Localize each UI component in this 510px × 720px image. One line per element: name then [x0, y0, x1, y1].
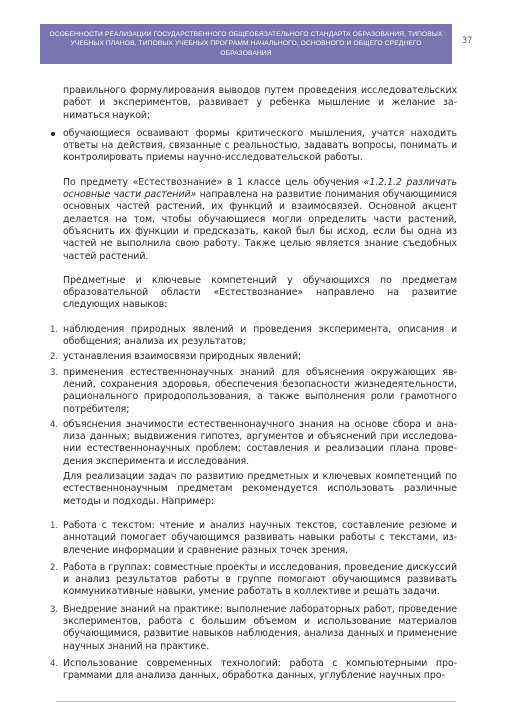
- list-item: [50, 323, 457, 349]
- list-item: [50, 366, 457, 416]
- methods-list: [50, 519, 457, 683]
- list-item-text: объяснения значимости естественнонаучного знания на основе сбора и анализа данных; выдвижения гипотез, аргументов и объяснений при исследовании естественнонаучных проблем; составления и реализации плана проведения эксперимента и исследования.: [63, 418, 457, 467]
- paragraph-goal-end: направлена на развитие понимания обучающимися основных частей растений, их функций и взаимосвязей. Основной акцент делается на том, чтобы обучающиеся могли определить части растений, объяснить их функции и предсказать, какой был бы исход, если бы одна из частей не выполнила свою работу. Также целью является знание съедобных частей растений.: [63, 189, 457, 262]
- list-number: 1.: [50, 324, 59, 335]
- list-item-text: Работа в группах: совместные проекты и исследования, проведение дискуссий и анализ результатов работы в группе помогают обучающимся развивать коммуникативные навыки, умение работать в коллективе и решать задачи.: [63, 561, 457, 598]
- intro-continuation: правильного формулирования выводов путем проведения исследовательских работ и экспериментов, развивает у ребенка мышление и желание заниматься наукой;: [63, 85, 457, 121]
- learning-objective-quote: «1.2.1.2 различать основные части растений»: [63, 176, 458, 201]
- list-item-text: Внедрение знаний на практике: выполнение лабораторных работ, проведение экспериментов, работа с большим объемом и использование материалов обучающимися, развитие навыков наблюдения, анализа данных и применение научных знаний на практике.: [63, 603, 457, 652]
- list-number: 4.: [50, 658, 59, 669]
- paragraph-competencies: Предметные и ключевые компетенций у обучающихся по предметам образовательной области «Естествознание» направлено на развитие следующих навыков:: [63, 274, 457, 311]
- footer-divider: [56, 701, 456, 702]
- skills-list: [50, 318, 457, 468]
- list-item: [50, 418, 457, 468]
- header-title: [40, 30, 452, 59]
- list-item: [50, 519, 457, 557]
- list-number: 3.: [50, 367, 59, 378]
- list-item: [50, 351, 457, 363]
- running-header: [40, 24, 452, 64]
- list-item-text: устанавления взаимосвязи природных явлений;: [63, 351, 302, 363]
- paragraph-methods-intro: Для реализации задач по развитию предметных и ключевых компетенций по естественнонаучным предметам рекомендуется использовать различные методы и подходы. Например:: [63, 471, 457, 507]
- list-number: 2.: [50, 562, 59, 573]
- paragraph-goal-start: По предмету «Естествознание» в 1 классе цель обучения: [63, 176, 364, 188]
- list-item-text: наблюдения природных явлений и проведения эксперимента, описания и обобщения; анализа их результатов;: [63, 323, 457, 348]
- page-body: [50, 85, 458, 687]
- list-item: [50, 561, 457, 599]
- bullet-item: [63, 128, 457, 165]
- list-number: 3.: [50, 604, 59, 615]
- header-line-2: УЧЕБНЫХ ПЛАНОВ, ТИПОВЫХ УЧЕБНЫХ ПРОГРАММ НАЧАЛЬНОГО, ОСНОВНОГО И ОБЩЕГО СРЕДНЕГО ОБРАЗОВАНИЯ: [70, 40, 422, 57]
- bullet-item-text: обучающиеся осваивают формы критического мышления, учатся находить ответы на действия, связанные с реальностью, задавать вопросы, понимать и контролировать приемы научно-исследовательской работы.: [63, 127, 457, 164]
- list-item-text: Работа с текстом: чтение и анализ научных текстов, составление резюме и аннотаций помогает обучающимся развивать навыки работы с текстами, извлечение информации и сравнение разных точек зрения.: [63, 519, 457, 556]
- list-number: 1.: [50, 520, 59, 531]
- page-number: 37: [462, 36, 473, 46]
- list-item-text: применения естественнонаучных знаний для объяснения окружающих явлений, сохранения здоровья, обеспечения безопасности жизнедеятельности, рационального природопользования, а также выполнения роли грамотного потребителя;: [63, 366, 457, 415]
- list-number: 2.: [50, 352, 59, 363]
- list-number: 4.: [50, 419, 59, 430]
- paragraph-goal: [63, 177, 457, 263]
- list-item-text: Использование современных технологий: работа с компьютерными программами для анализа данных, обработка данных, углубление научных про-: [63, 657, 457, 682]
- header-line-1: ОСОБЕННОСТИ РЕАЛИЗАЦИИ ГОСУДАРСТВЕННОГО ОБЩЕОБЯЗАТЕЛЬНОГО СТАНДАРТА ОБРАЗОВАНИЯ, ТИПОВЫХ: [49, 30, 443, 38]
- list-item: [50, 657, 457, 683]
- bullet-dot-icon: [51, 132, 55, 136]
- list-item: [50, 603, 457, 653]
